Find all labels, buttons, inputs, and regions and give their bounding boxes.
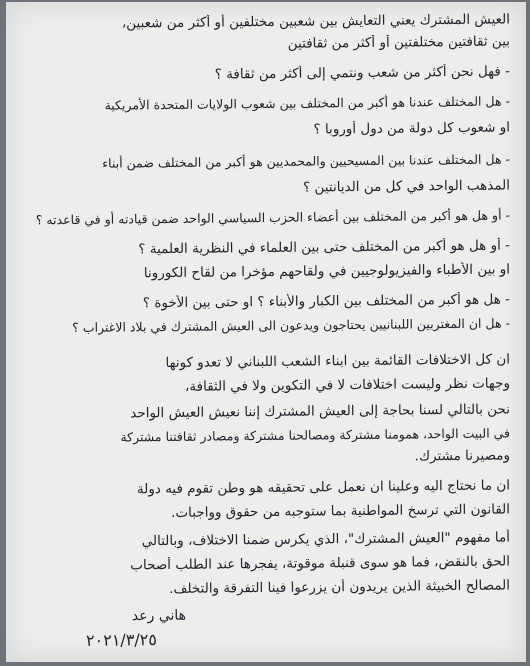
text-line: أما مفهوم "العيش المشترك"، الذي يكرس ضمنا الاختلاف، وبالتالي bbox=[141, 529, 511, 550]
text-line: المصالح الخبيثة الذين يريدون أن يزرعوا فينا التفرقة والتخلف. bbox=[169, 577, 511, 598]
text-line: او شعوب كل دولة من دول أوروبا ؟ bbox=[313, 119, 511, 138]
text-line: ومصيرنا مشترك. bbox=[414, 447, 511, 465]
text-line: - فهل نحن أكثر من شعب ونتمي إلى أكثر من ثقافة ؟ bbox=[214, 63, 511, 83]
text-line: بين ثقافتين مختلفتين أو أكثر من ثقافتين bbox=[287, 33, 511, 52]
text-line: وجهات نظر وليست اختلافات لا في التكوين ولا في الثقافة، bbox=[184, 375, 511, 395]
text-line: نحن بالتالي لسنا بحاجة إلى العيش المشترك إننا نعيش العيش الواحد bbox=[130, 401, 511, 422]
date: ٢٠٢١/٣/٢٥ bbox=[85, 630, 158, 650]
text-line: - هل المختلف عندنا بين المسيحيين والمحمديين هو أكبر من المختلف ضمن أبناء bbox=[102, 151, 511, 171]
text-line: - هل ان المغتربين اللبنانيين يحتاجون ويدعون الى العيش المشترك في بلاد الاغتراب ؟ bbox=[72, 315, 511, 336]
text-line: المذهب الواحد في كل من الديانتين ؟ bbox=[302, 177, 511, 196]
text-line: الحق بالنقض، فما هو سوى قنبلة موقوتة، يفجرها عند الطلب أصحاب bbox=[130, 553, 511, 574]
text-line: العيش المشترك يعني التعايش بين شعبين مختلفين أو أكثر من شعبين، bbox=[121, 11, 511, 32]
text-line: - أو هل هو أكبر من المختلف بين أعضاء الحزب السياسي الواحد ضمن قيادته أو في قاعدته ؟ bbox=[35, 207, 511, 228]
handwritten-page bbox=[6, 2, 526, 662]
text-line: ان ما نحتاج اليه وعلينا ان نعمل على تحقيقه هو وطن تقوم فيه دولة bbox=[136, 477, 511, 498]
text-line: ان كل الاختلافات القائمة بين ابناء الشعب اللبناني لا تعدو كونها bbox=[165, 351, 511, 372]
text-line: القانون التي ترسخ المواطنية بما ستوجبه من حقوق وواجبات. bbox=[171, 501, 511, 521]
text-line: في البيت الواحد، همومنا مشتركة ومصالحنا مشتركة ومصادر ثقافتنا مشتركة bbox=[120, 425, 511, 445]
text-line: - أو هل هو أكبر من المختلف حتى بين العلماء في النظرية العلمية ؟ bbox=[138, 237, 511, 258]
signature: هاني رعد bbox=[131, 607, 187, 625]
text-line: - هل المختلف عندنا هو أكبر من المختلف بين شعوب الولايات المتحدة الأمريكية bbox=[104, 93, 511, 113]
text-line: او بين الأطباء والفيزيولوجيين في ولقاحهم مؤخرا من لقاح الكورونا bbox=[143, 261, 511, 282]
text-line: - هل هو أكبر من المختلف بين الكبار والأبناء ؟ او حتى بين الأخوة ؟ bbox=[142, 291, 511, 312]
